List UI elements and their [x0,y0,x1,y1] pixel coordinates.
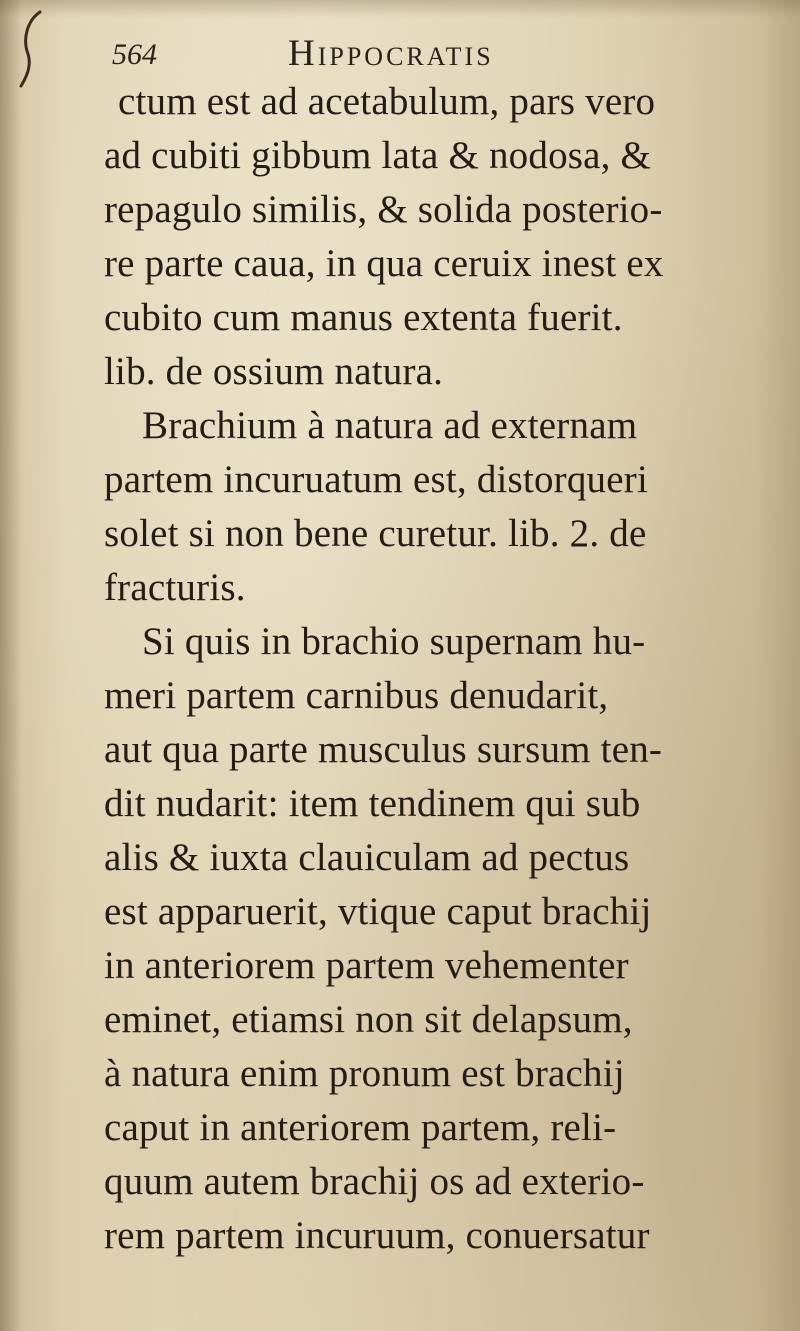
text-line: caput in anteriorem partem, reli- [104,1106,617,1149]
text-line: partem incuruatum est, distorqueri [104,458,648,501]
text-line: est apparuerit, vtique caput brachij [104,890,652,933]
text-line: rem partem incuruum, conuersatur [104,1214,650,1257]
text-line: ad cubiti gibbum lata & nodosa, & [104,134,652,177]
text-line: in anteriorem partem vehementer [104,944,629,987]
text-line: Brachium à natura ad externam [142,404,638,447]
page-number: 564 [112,38,157,71]
page-edge-shadow [755,0,800,1331]
ink-mark-icon [18,8,46,88]
text-line: aut qua parte musculus sursum ten- [104,728,663,771]
text-line: meri partem carnibus denudarit, [104,674,609,717]
text-line: solet si non bene curetur. lib. 2. de [104,512,647,555]
text-line: cubito cum manus extenta fuerit. [104,296,623,339]
running-head: Hippocratis [288,33,494,74]
text-line: fracturis. [104,566,246,609]
text-line: à natura enim pronum est brachij [104,1052,625,1095]
text-line: lib. de ossium natura. [104,350,444,393]
text-line: alis & iuxta clauiculam ad pectus [104,836,630,879]
text-line: re parte caua, in qua ceruix inest ex [104,242,664,285]
text-line: Si quis in brachio supernam hu- [142,620,646,663]
text-line: repagulo similis, & solida posterio- [104,188,663,231]
text-line: ctum est ad acetabulum, pars vero [118,80,656,123]
text-line: quum autem brachij os ad exterio- [104,1160,645,1203]
text-line: dit nudarit: item tendinem qui sub [104,782,641,825]
text-line: eminet, etiamsi non sit delapsum, [104,998,633,1041]
